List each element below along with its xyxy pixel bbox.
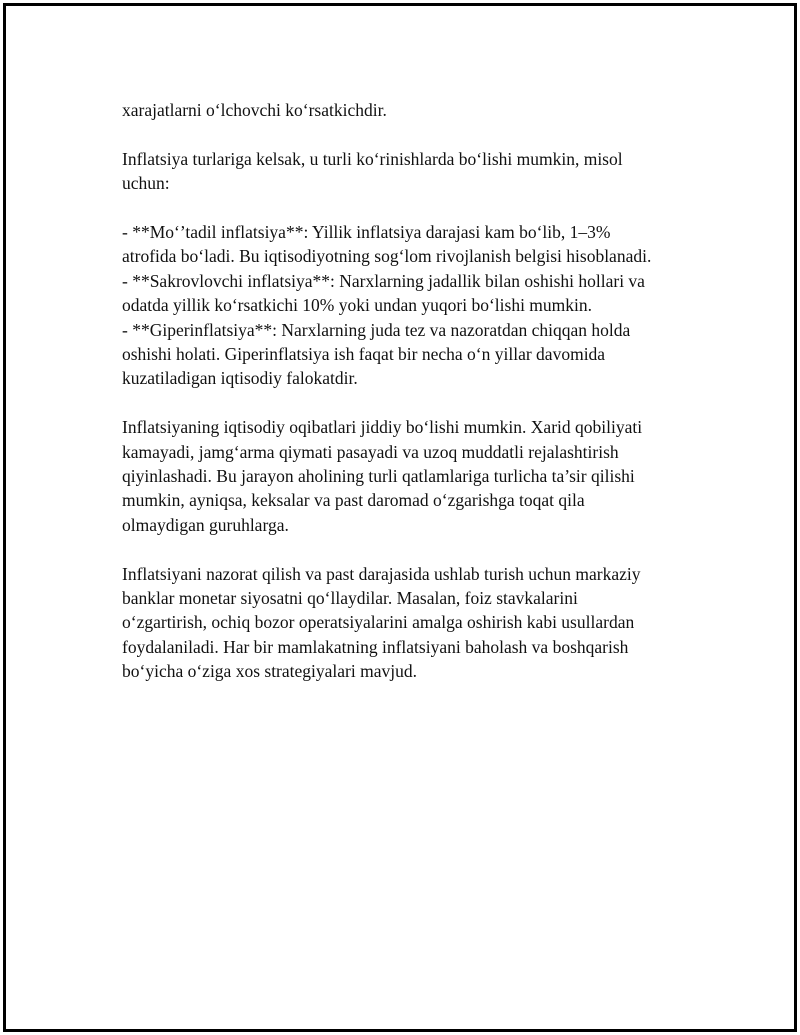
text-line: xarajatlarni o‘lchovchi ko‘rsatkichdir. bbox=[122, 100, 387, 120]
text-line: mumkin, ayniqsa, keksalar va past daromad o‘zgarishga toqat qila bbox=[122, 490, 585, 511]
list-item-line: atrofida bo‘ladi. Bu iqtisodiyotning sog‘lom rivojlanish belgisi hisoblanadi. bbox=[122, 246, 652, 267]
list-item-line: - **Mo‘’tadil inflatsiya**: Yillik inflatsiya darajasi kam bo‘lib, 1–3% bbox=[122, 222, 611, 242]
paragraph-gap bbox=[122, 537, 692, 561]
paragraph-types-intro bbox=[122, 147, 692, 196]
inflation-types-list bbox=[122, 220, 692, 391]
list-item-line: kuzatiladigan iqtisodiy falokatdir. bbox=[122, 368, 358, 389]
text-line: banklar monetar siyosatni qo‘llaydilar. Masalan, foiz stavkalarini bbox=[122, 588, 578, 609]
text-line: Inflatsiyaning iqtisodiy oqibatlari jiddiy bo‘lishi mumkin. Xarid qobiliyati bbox=[122, 417, 643, 438]
list-item-line: odatda yillik ko‘rsatkichi 10% yoki undan yuqori bo‘lishi mumkin. bbox=[122, 295, 593, 316]
text-line: uchun: bbox=[122, 173, 170, 194]
text-line: o‘zgartirish, ochiq bozor operatsiyalarini amalga oshirish kabi usullardan bbox=[122, 612, 635, 633]
text-line: Inflatsiya turlariga kelsak, u turli ko‘rinishlarda bo‘lishi mumkin, misol bbox=[122, 148, 623, 169]
paragraph-gap bbox=[122, 122, 692, 146]
text-line: kamayadi, jamg‘arma qiymati pasayadi va uzoq muddatli rejalashtirish bbox=[122, 441, 619, 462]
text-line: qiyinlashadi. Bu jarayon aholining turli qatlamlariga turlicha ta’sir qilishi bbox=[122, 466, 635, 487]
paragraph-consequences bbox=[122, 415, 692, 537]
paragraph-gap bbox=[122, 196, 692, 220]
document-page bbox=[3, 3, 797, 1032]
text-line: olmaydigan guruhlarga. bbox=[122, 514, 289, 535]
text-line: Inflatsiyani nazorat qilish va past darajasida ushlab turish uchun markaziy bbox=[122, 563, 641, 584]
paragraph-control bbox=[122, 562, 692, 684]
list-item-line: - **Sakrovlovchi inflatsiya**: Narxlarning jadallik bilan oshishi hollari va bbox=[122, 270, 645, 291]
document-body bbox=[122, 98, 692, 684]
text-line: foydalaniladi. Har bir mamlakatning inflatsiyani baholash va boshqarish bbox=[122, 636, 629, 657]
list-item-line: oshishi holati. Giperinflatsiya ish faqat bir necha o‘n yillar davomida bbox=[122, 344, 606, 365]
paragraph-gap bbox=[122, 391, 692, 415]
text-line: bo‘yicha o‘ziga xos strategiyalari mavjud. bbox=[122, 661, 417, 682]
paragraph-continuation bbox=[122, 98, 692, 122]
list-item-line: - **Giperinflatsiya**: Narxlarning juda tez va nazoratdan chiqqan holda bbox=[122, 319, 631, 340]
